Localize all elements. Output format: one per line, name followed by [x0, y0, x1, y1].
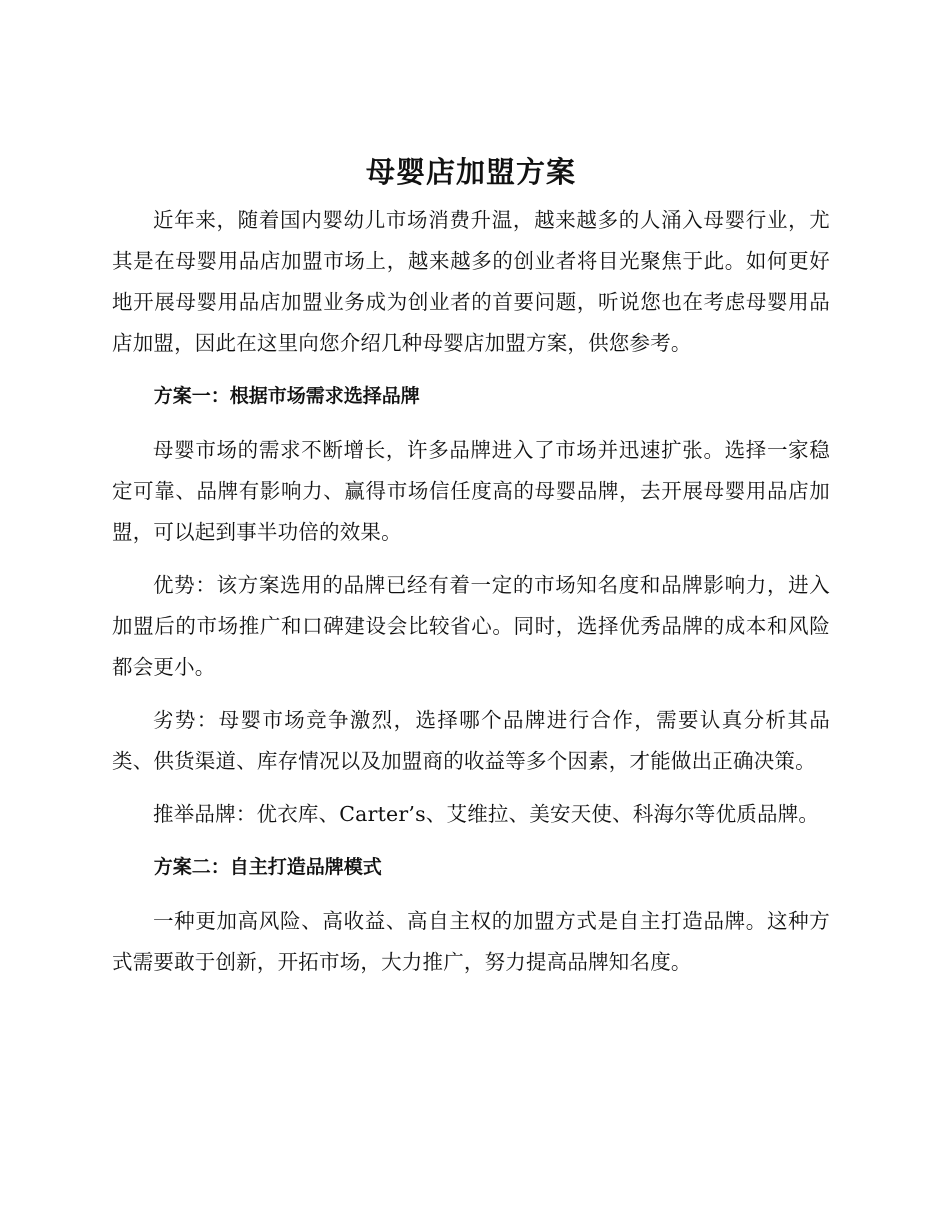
document-page — [112, 150, 830, 995]
plan-two-description: 一种更加高风险、高收益、高自主权的加盟方式是自主打造品牌。这种方式需要敢于创新，开拓市场，大力推广，努力提高品牌知名度。 — [112, 909, 830, 974]
plan-one-advantages: 优势：该方案选用的品牌已经有着一定的市场知名度和品牌影响力，进入加盟后的市场推广和口碑建设会比较省心。同时，选择优秀品牌的成本和风险都会更小。 — [112, 573, 830, 679]
plan-one-recommended-brands: 推举品牌：优衣库、Carter’s、艾维拉、美安天使、科海尔等优质品牌。 — [153, 802, 820, 826]
plan-one-disadvantages: 劣势：母婴市场竞争激烈，选择哪个品牌进行合作，需要认真分析其品类、供货渠道、库存情况以及加盟商的收益等多个因素，才能做出正确决策。 — [112, 708, 830, 773]
plan-one-heading: 方案一：根据市场需求选择品牌 — [153, 385, 420, 407]
plan-two-heading: 方案二：自主打造品牌模式 — [153, 856, 382, 878]
plan-one-description: 母婴市场的需求不断增长，许多品牌进入了市场并迅速扩张。选择一家稳定可靠、品牌有影响力、赢得市场信任度高的母婴品牌，去开展母婴用品店加盟，可以起到事半功倍的效果。 — [112, 438, 830, 544]
intro-paragraph: 近年来，随着国内婴幼儿市场消费升温，越来越多的人涌入母婴行业，尤其是在母婴用品店加盟市场上，越来越多的创业者将目光聚焦于此。如何更好地开展母婴用品店加盟业务成为创业者的首要问题，听说您也在考虑母婴用品店加盟，因此在这里向您介绍几种母婴店加盟方案，供您参考。 — [112, 208, 830, 355]
document-title: 母婴店加盟方案 — [365, 155, 576, 189]
